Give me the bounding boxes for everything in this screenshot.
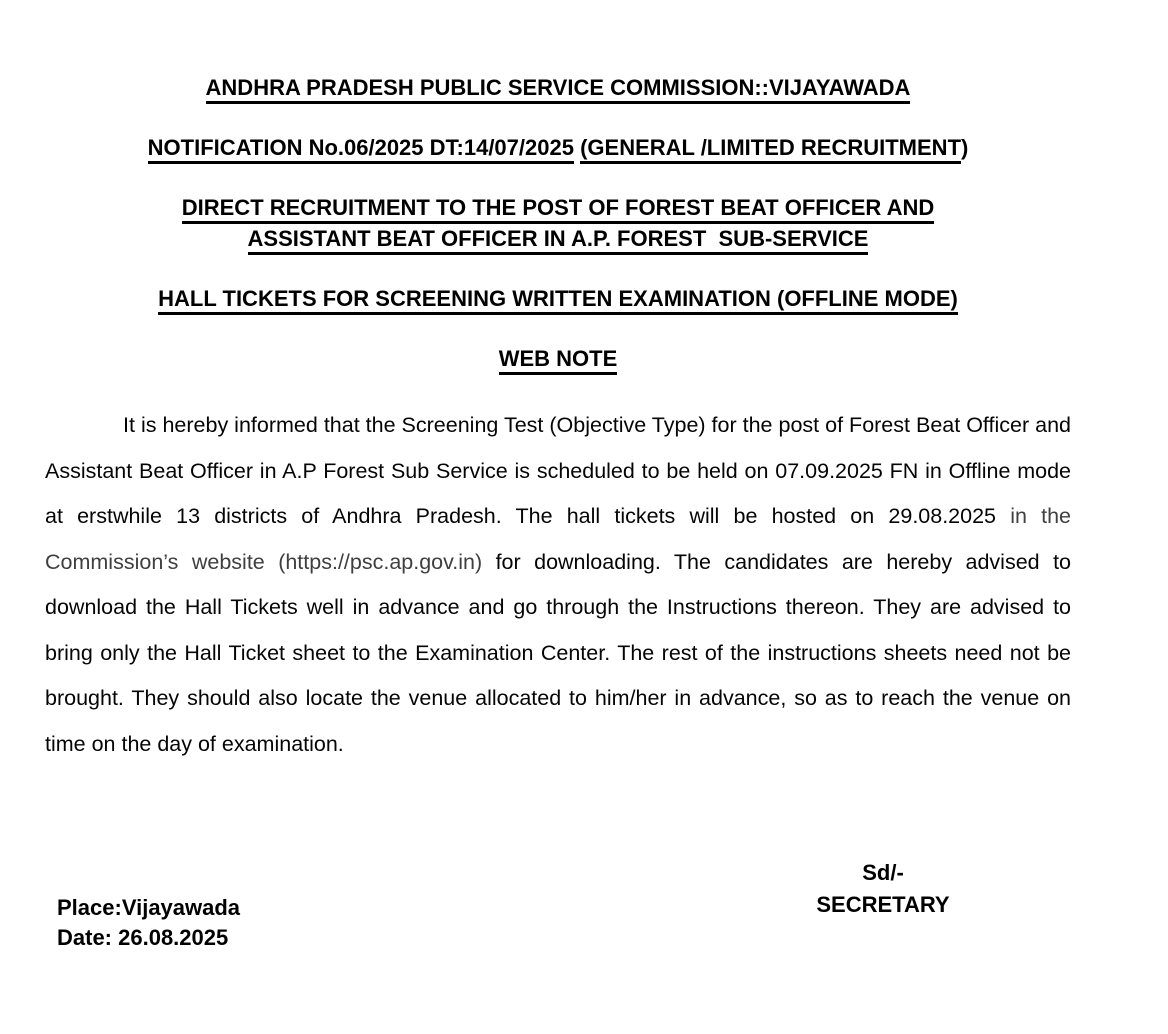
- commission-website-link: in the Commission’s website (https://psc.ap.gov.in): [45, 504, 1071, 574]
- web-note-paragraph: [45, 403, 1071, 767]
- place-label: Place:Vijayawada: [57, 895, 241, 920]
- commission-title: [45, 72, 1071, 103]
- recruitment-type: (GENERAL /LIMITED RECRUITMENT: [580, 135, 961, 164]
- notification-number: NOTIFICATION No.06/2025 DT:14/07/2025: [148, 135, 574, 164]
- recruitment-heading-line1: DIRECT RECRUITMENT TO THE POST OF FOREST BEAT OFFICER AND: [182, 195, 934, 224]
- place-date-block: [57, 893, 240, 953]
- date-label: Date: 26.08.2025: [57, 925, 229, 950]
- web-note-heading-text: WEB NOTE: [499, 346, 618, 375]
- notification-line: [45, 132, 1071, 163]
- recruitment-heading: [45, 192, 1071, 254]
- hall-tickets-heading: [45, 283, 1071, 314]
- commission-title-text: ANDHRA PRADESH PUBLIC SERVICE COMMISSION::VIJAYAWADA: [206, 75, 911, 104]
- paragraph-text-after-link: for downloading. The candidates are hereby advised to download the Hall Tickets well in advance and go through the Instructions thereon. They are advised to bring only the Hall Ticket sheet to the Examination Center. The rest of the instructions sheets need not be brought. They should also locate the venue allocated to him/her in advance, so as to reach the venue on time on the day of examination.: [45, 549, 1071, 756]
- hall-tickets-heading-text: HALL TICKETS FOR SCREENING WRITTEN EXAMINATION (OFFLINE MODE): [158, 286, 958, 315]
- web-note-heading: [45, 343, 1071, 374]
- signature-block: [800, 857, 966, 921]
- recruitment-heading-line2: ASSISTANT BEAT OFFICER IN A.P. FOREST SUB-SERVICE: [248, 226, 869, 255]
- secretary-label: SECRETARY: [816, 892, 950, 917]
- recruitment-type-close-paren: ): [961, 135, 969, 160]
- sd-label: Sd/-: [862, 860, 904, 885]
- paragraph-text-before-link: It is hereby informed that the Screening Test (Objective Type) for the post of Forest Beat Officer and Assistant Beat Officer in A.P Forest Sub Service is scheduled to be held on 07.09.2025 FN in Offline mode at erstwhile 13 districts of Andhra Pradesh. The hall tickets will be hosted on 29.08.2025: [45, 413, 1071, 528]
